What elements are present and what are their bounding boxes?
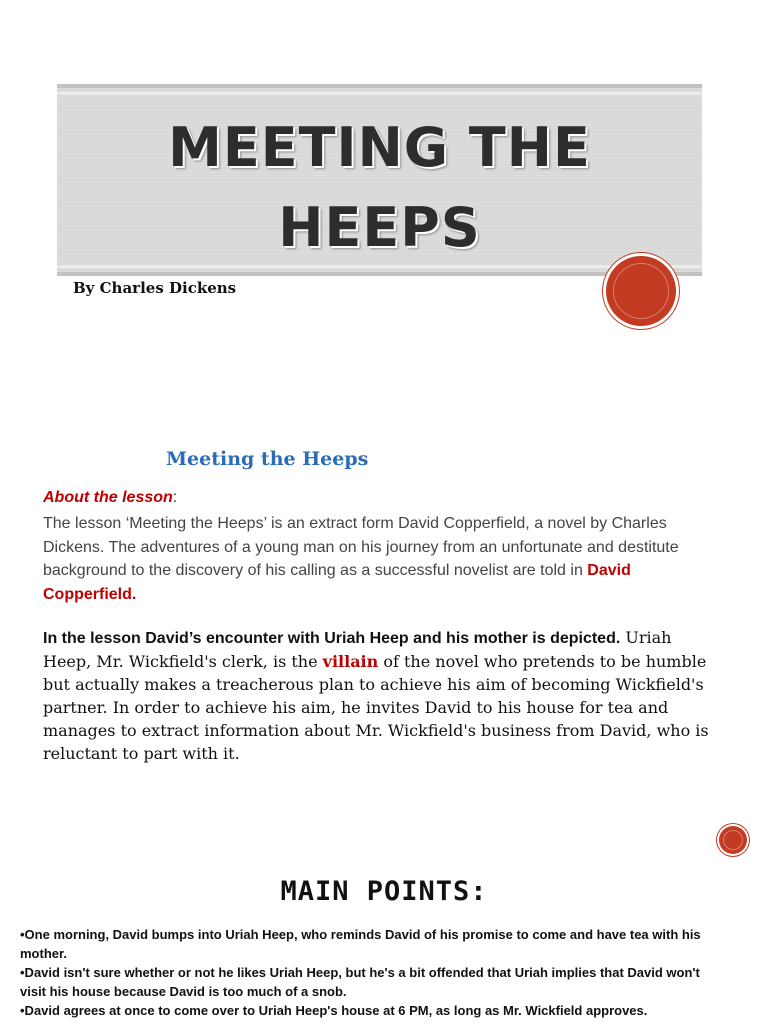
author-byline: By Charles Dickens xyxy=(73,279,237,297)
list-item: •David isn't sure whether or not he likes Uriah Heep, but he's a bit offended that Uriah implies that David won't visit his house because David is too much of a snob. xyxy=(20,965,700,999)
list-item: •One morning, David bumps into Uriah Heep, who reminds David of his promise to come and have tea with his mother. xyxy=(20,927,701,961)
main-points-heading: MAIN POINTS: xyxy=(280,876,488,904)
title-banner xyxy=(57,84,702,276)
page-title xyxy=(57,108,702,268)
about-label-colon: : xyxy=(172,489,178,506)
decorative-circle-icon xyxy=(606,256,676,326)
about-text: The lesson ‘Meeting the Heeps’ is an extract form David Copperfield, a novel by Charles Dickens. The adventures of a young man on his journey from an unfortunate and destitute background to the discovery of his calling as a successful novelist are told in xyxy=(43,515,679,579)
about-label-text: About the lesson xyxy=(43,489,173,506)
novel-title-highlight: David Copperfield. xyxy=(43,562,631,603)
summary-lead: In the lesson David’s encounter with Uriah Heep and his mother is depicted. xyxy=(43,630,621,647)
summary-text-1: Uriah Heep, Mr. Wickfield's clerk, is the xyxy=(43,628,672,671)
decorative-circle-small-icon xyxy=(719,826,747,854)
banner-top-stripe xyxy=(57,92,702,95)
main-points-list xyxy=(20,925,725,1020)
title-line-1: MEETING THE xyxy=(168,116,591,179)
summary-paragraph xyxy=(43,626,723,765)
villain-highlight: villain xyxy=(322,652,379,671)
about-paragraph xyxy=(43,512,715,606)
summary-text-2: of the novel who pretends to be humble but actually makes a treacherous plan to achieve his aim of becoming Wickfield's partner. In order to achieve his aim, he invites David to his house for tea and manages to extract information about Mr. Wickfield's business from David, who is reluctant to part with it. xyxy=(43,652,709,763)
title-line-2: HEEPS xyxy=(278,196,481,259)
about-lesson-label xyxy=(43,489,177,507)
list-item: •David agrees at once to come over to Uriah Heep's house at 6 PM, as long as Mr. Wickfield approves. xyxy=(20,1003,648,1018)
section-heading: Meeting the Heeps xyxy=(166,448,369,470)
